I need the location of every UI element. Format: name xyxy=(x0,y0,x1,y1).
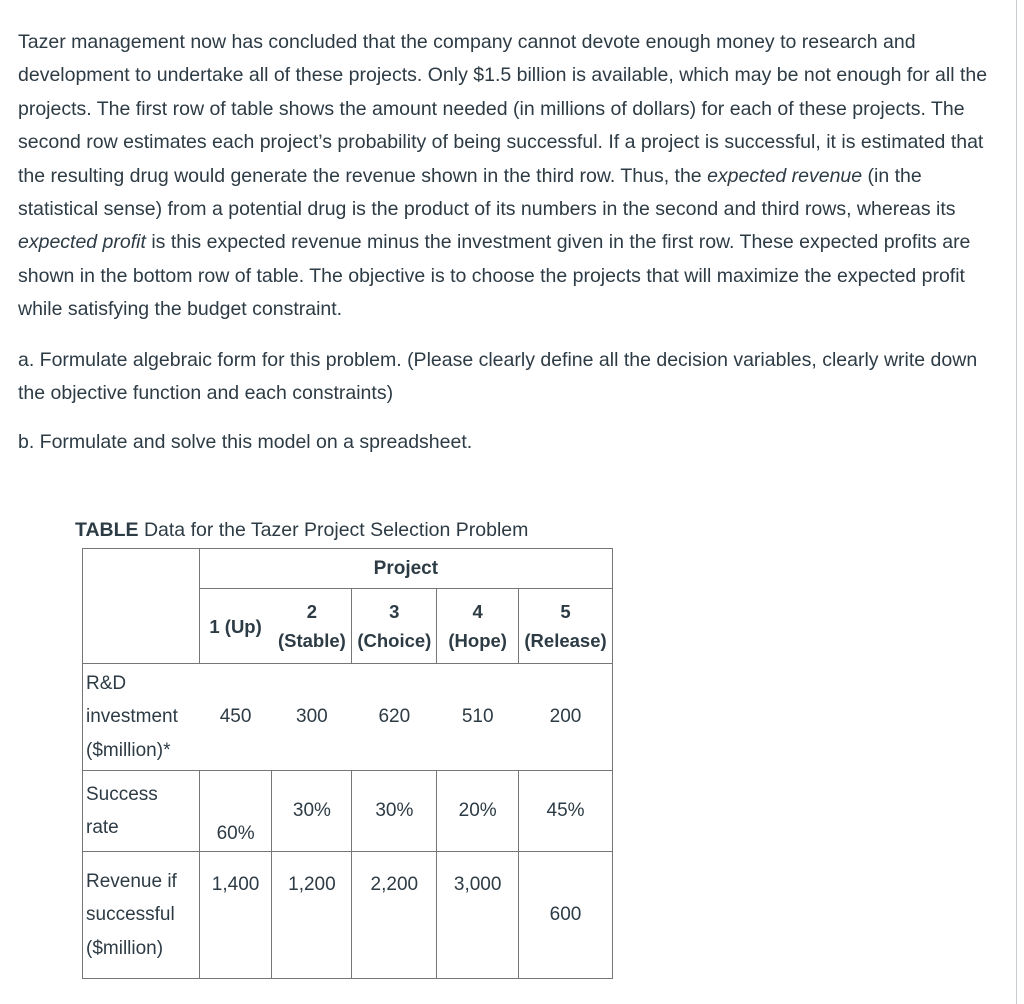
table-caption xyxy=(75,519,528,542)
investment-cell: 300 xyxy=(272,664,352,771)
revenue-cell: 1,200 xyxy=(272,852,352,979)
table-header-row xyxy=(83,549,613,589)
project-name: (Choice) xyxy=(357,630,432,651)
page-right-border xyxy=(1016,0,1017,1004)
intro-paragraph xyxy=(18,26,998,327)
question-a: a. Formulate algebraic form for this problem. (Please clearly define all the decision variables, clearly write down the objective function and each constraints) xyxy=(18,348,978,405)
success-rate-cell: 60% xyxy=(199,771,272,852)
project-col-5 xyxy=(519,589,613,664)
revenue-cell: 3,000 xyxy=(437,852,519,979)
revenue-cell: 1,400 xyxy=(199,852,272,979)
project-name: 1 (Up) xyxy=(209,615,262,637)
intro-emphasis-expected-revenue: expected revenue xyxy=(707,164,863,187)
intro-text-2: (in the statistical sense) from a potential drug is the product of its numbers in the second and third rows, whereas its xyxy=(18,164,956,221)
revenue-cell: 2,200 xyxy=(352,852,437,979)
row-label-line: rate xyxy=(86,817,119,838)
row-label-line: Success xyxy=(86,783,158,805)
intro-emphasis-expected-profit: expected profit xyxy=(18,231,146,254)
intro-text-1: Tazer management now has concluded that the company cannot devote enough money to research and development to undertake all of these projects. Only $1.5 billion is available, which may be not enough for all the projects. The first row of table shows the amount needed (in millions of dollars) for each of these projects. The second row estimates each project’s probability of being successful. If a project is successful, it is estimated that the resulting drug would generate the revenue shown in the third row. Thus, the xyxy=(18,31,988,187)
revenue-cell: 600 xyxy=(519,852,613,979)
project-number: 4 xyxy=(472,601,483,622)
row-label-line: ($million)* xyxy=(86,739,171,761)
row-label-investment xyxy=(83,664,200,771)
row-label-revenue xyxy=(83,852,200,979)
table-row-investment xyxy=(83,664,613,771)
row-label-line: successful xyxy=(86,904,175,926)
project-col-1 xyxy=(199,589,272,664)
table-row-revenue xyxy=(83,852,613,979)
success-rate-cell: 30% xyxy=(352,771,437,852)
project-col-2 xyxy=(272,589,352,664)
question-content xyxy=(18,26,998,460)
project-name: (Release) xyxy=(524,630,607,651)
table-corner-cell xyxy=(83,549,200,664)
question-b: b. Formulate and solve this model on a spreadsheet. xyxy=(18,431,473,454)
success-rate-cell: 20% xyxy=(437,771,519,852)
row-label-line: investment xyxy=(86,706,178,728)
project-col-3 xyxy=(352,589,437,664)
intro-text-3: is this expected revenue minus the investment given in the first row. These expected profits are shown in the bottom row of table. The objective is to choose the projects that will maximize the expected profit while satisfying the budget constraint. xyxy=(18,231,971,321)
project-header: Project xyxy=(199,549,612,589)
project-name: (Stable) xyxy=(277,630,346,651)
investment-cell: 620 xyxy=(352,664,437,771)
project-number: 3 xyxy=(389,601,400,622)
row-label-line: R&D xyxy=(86,672,127,694)
row-label-line: ($million) xyxy=(86,937,164,959)
success-rate-cell: 45% xyxy=(519,771,613,852)
investment-cell: 200 xyxy=(519,664,613,771)
investment-cell: 450 xyxy=(199,664,272,771)
row-label-line: Revenue if xyxy=(86,870,177,892)
project-data-table xyxy=(82,548,613,979)
success-rate-cell: 30% xyxy=(272,771,352,852)
table-row-success-rate xyxy=(83,771,613,852)
project-number: 5 xyxy=(560,601,571,622)
table-caption-text: Data for the Tazer Project Selection Problem xyxy=(138,519,529,541)
investment-cell: 510 xyxy=(437,664,519,771)
table-caption-label: TABLE xyxy=(75,519,139,541)
project-number: 2 xyxy=(306,601,318,622)
project-name: (Hope) xyxy=(448,630,507,651)
row-label-success-rate xyxy=(83,771,200,852)
project-col-4 xyxy=(437,589,519,664)
